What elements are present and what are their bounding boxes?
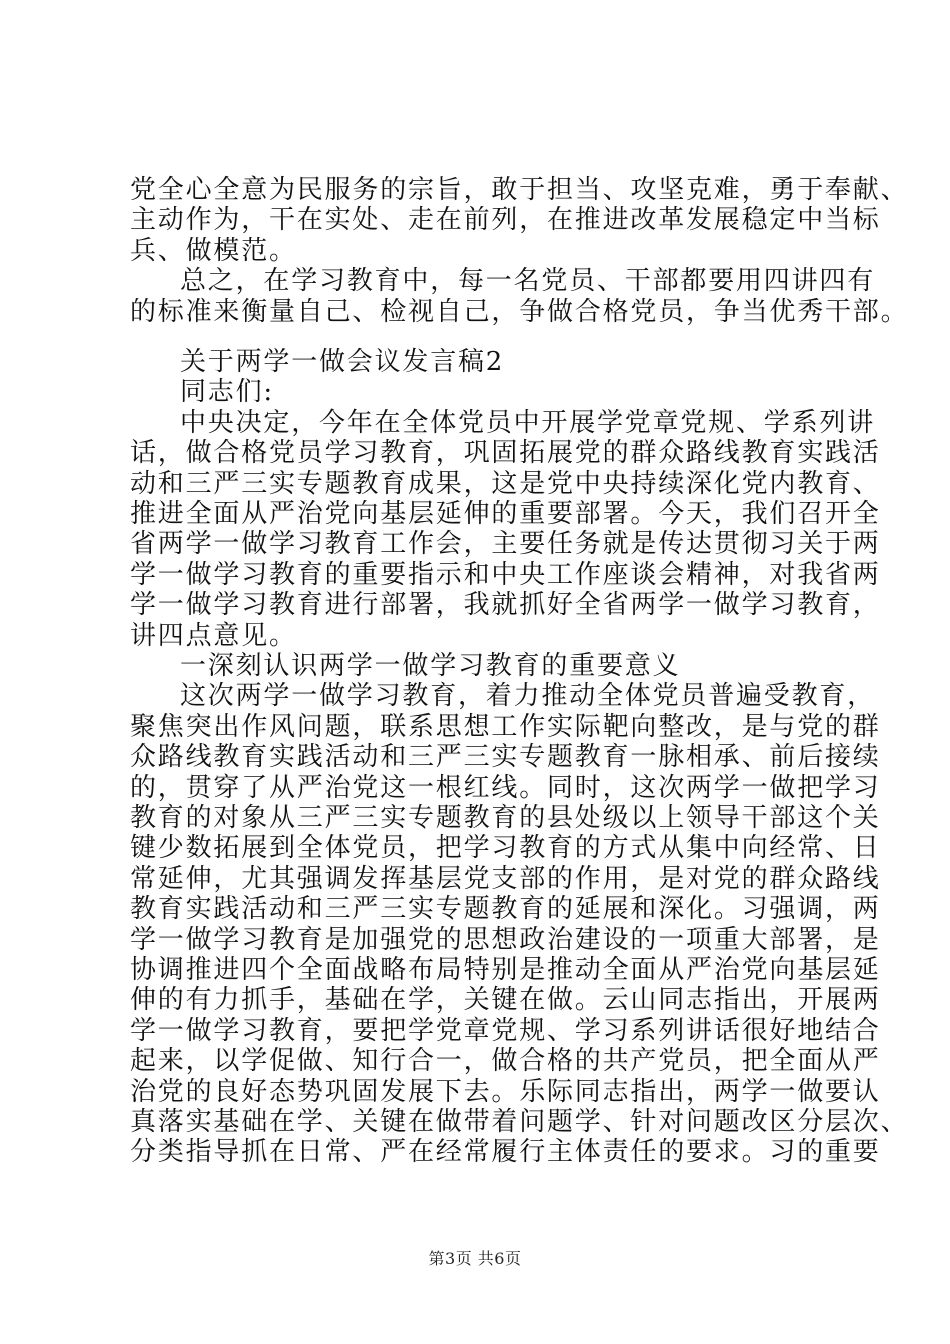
text-line: 动和三严三实专题教育成果，这是党中央持续深化党内教育、 [130, 468, 881, 499]
text-line: 协调推进四个全面战略布局特别是推动全面从严治党向基层延 [130, 955, 881, 985]
section-heading: 关于两学一做会议发言稿2 [180, 347, 505, 377]
text-line: 讲四点意见。 [130, 620, 297, 651]
text-line: 推进全面从严治党向基层延伸的重要部署。今天，我们召开全 [130, 499, 881, 529]
text-line: 党全心全意为民服务的宗旨，敢于担当、攻坚克难，勇于奉献、 [130, 175, 909, 205]
subsection-heading: 一深刻认识两学一做学习教育的重要意义 [180, 651, 681, 681]
text-line: 聚焦突出作风问题，联系思想工作实际靶向整改，是与党的群 [130, 711, 881, 742]
text-line: 键少数拓展到全体党员，把学习教育的方式从集中向经常、日 [130, 833, 881, 864]
text-line: 众路线教育实践活动和三严三实专题教育一脉相承、前后接续 [130, 742, 881, 773]
text-line: 的标准来衡量自己、检视自己，争做合格党员，争当优秀干部。 [130, 296, 909, 327]
text-line: 教育实践活动和三严三实专题教育的延展和深化。习强调，两 [130, 894, 881, 925]
text-line: 兵、做模范。 [130, 235, 297, 266]
text-line: 治党的良好态势巩固发展下去。乐际同志指出，两学一做要认 [130, 1076, 881, 1107]
text-line: 主动作为，干在实处、走在前列，在推进改革发展稳定中当标 [130, 205, 881, 236]
text-line: 学一做学习教育是加强党的思想政治建设的一项重大部署，是 [130, 924, 881, 955]
text-line: 省两学一做学习教育工作会，主要任务就是传达贯彻习关于两 [130, 529, 881, 560]
text-line: 中央决定，今年在全体党员中开展学党章党规、学系列讲 [180, 407, 876, 438]
text-line: 话，做合格党员学习教育，巩固拓展党的群众路线教育实践活 [130, 438, 881, 469]
text-line: 的，贯穿了从严治党这一根红线。同时，这次两学一做把学习 [130, 772, 881, 803]
text-line: 分类指导抓在日常、严在经常履行主体责任的要求。习的重要 [130, 1137, 881, 1168]
text-line: 伸的有力抓手，基础在学，关键在做。云山同志指出，开展两 [130, 985, 881, 1016]
salutation: 同志们: [180, 377, 274, 408]
text-line: 学一做学习教育的重要指示和中央工作座谈会精神，对我省两 [130, 559, 881, 590]
text-line: 常延伸，尤其强调发挥基层党支部的作用，是对党的群众路线 [130, 863, 881, 894]
text-line: 学一做学习教育进行部署，我就抓好全省两学一做学习教育， [130, 590, 881, 621]
text-line: 起来，以学促做、知行合一，做合格的共产党员，把全面从严 [130, 1046, 881, 1077]
text-line: 总之，在学习教育中，每一名党员、干部都要用四讲四有 [180, 266, 876, 297]
text-line: 真落实基础在学、关键在做带着问题学、针对问题改区分层次、 [130, 1107, 909, 1137]
page-number-footer: 第3页 共6页 [428, 1249, 522, 1268]
text-line: 教育的对象从三严三实专题教育的县处级以上领导干部这个关 [130, 803, 881, 833]
text-line: 这次两学一做学习教育，着力推动全体党员普遍受教育， [180, 681, 876, 712]
text-line: 学一做学习教育，要把学党章党规、学习系列讲话很好地结合 [130, 1015, 881, 1046]
